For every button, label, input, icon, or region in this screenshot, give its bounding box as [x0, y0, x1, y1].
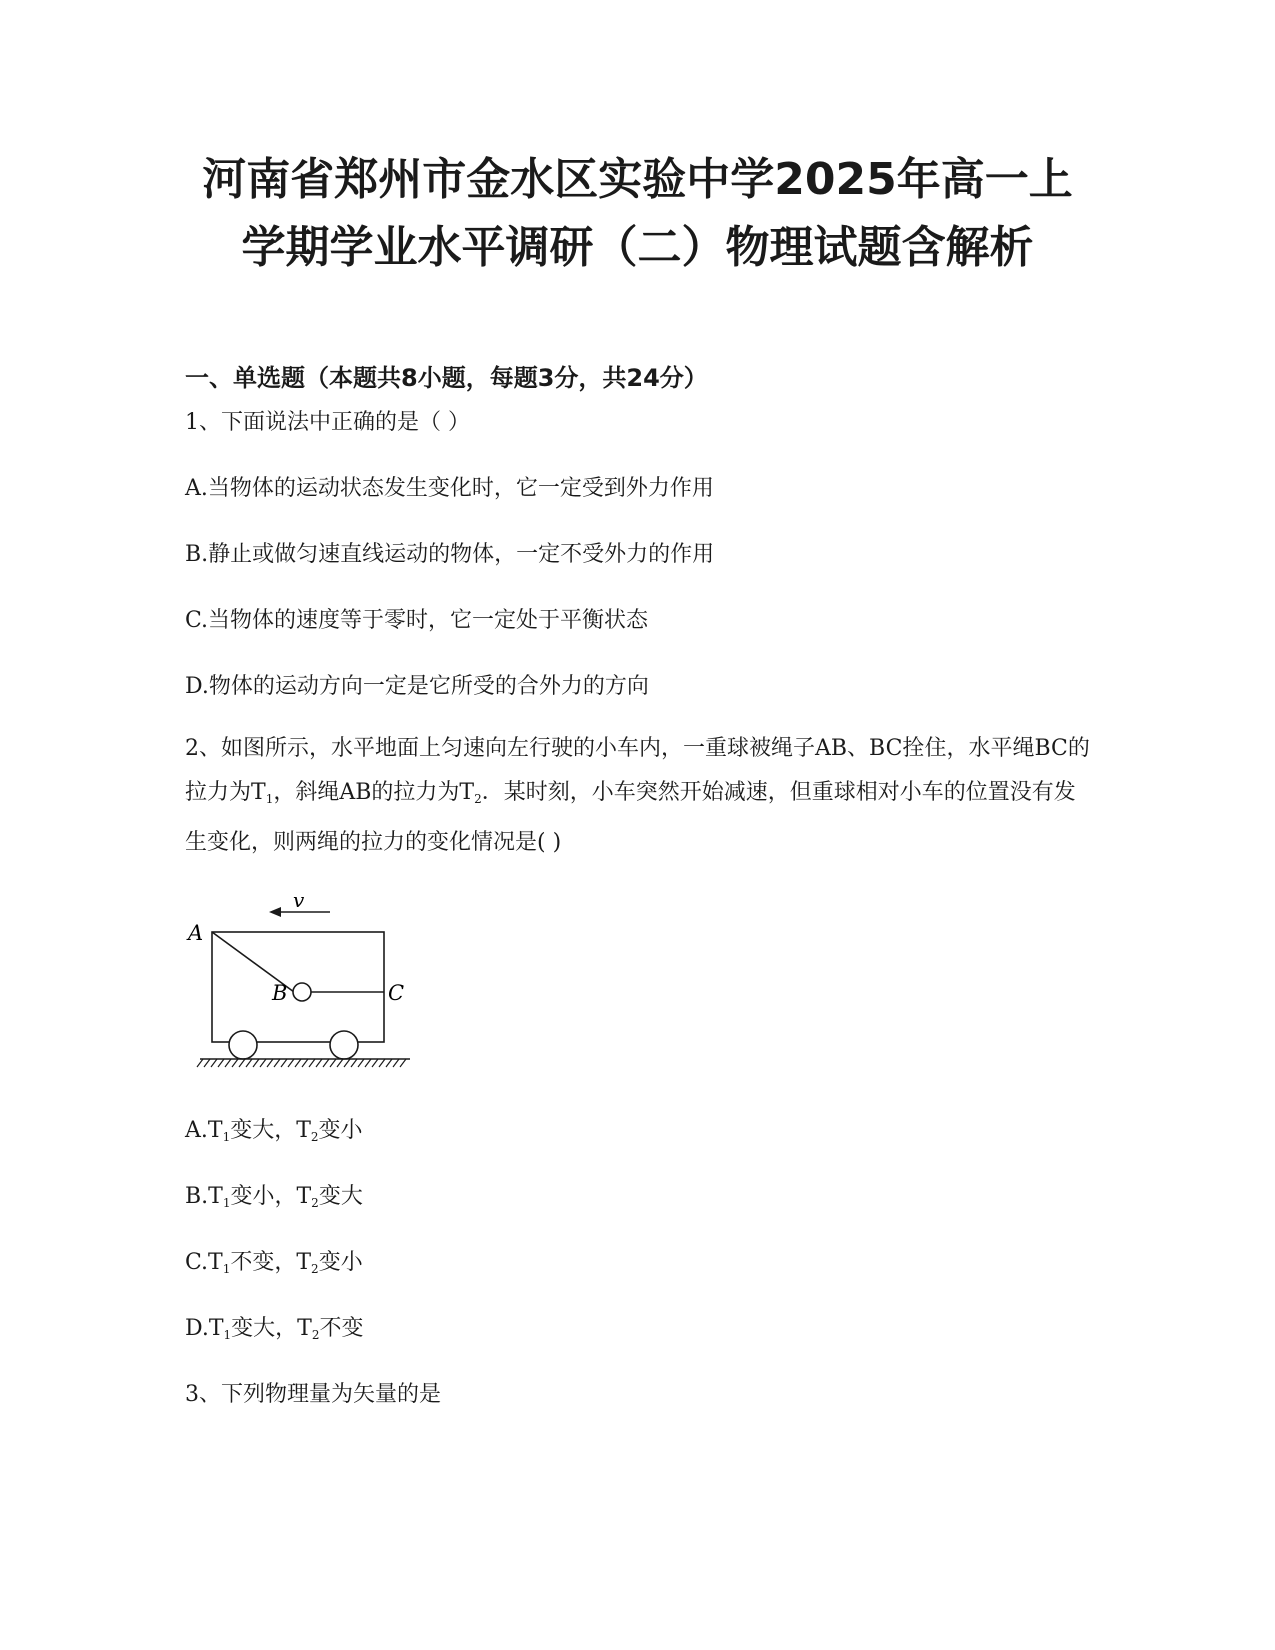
ground-hatch-mark: [260, 1059, 266, 1067]
ground-hatch-mark: [372, 1059, 378, 1067]
ground-hatch-mark: [281, 1059, 287, 1067]
ground-hatch-mark: [302, 1059, 308, 1067]
label-b: B: [272, 981, 288, 1005]
ground-hatch-mark: [379, 1059, 385, 1067]
ground-hatch-mark: [253, 1059, 259, 1067]
ground-hatch-mark: [197, 1059, 203, 1067]
ground-hatch-mark: [386, 1059, 392, 1067]
ground-hatch-mark: [393, 1059, 399, 1067]
ground-hatch-mark: [344, 1059, 350, 1067]
ground-hatch-mark: [288, 1059, 294, 1067]
document-title-line-1: 河南省郑州市金水区实验中学2025年高一上: [202, 154, 1073, 205]
cart-diagram: [185, 885, 425, 1075]
question-1-stem: 1、下面说法中正确的是（ ）: [185, 410, 470, 435]
ground-hatch-mark: [274, 1059, 280, 1067]
question-2-option-c: $C.T_1$不变，$T_2$变小: [185, 1250, 363, 1276]
ground-hatch-mark: [211, 1059, 217, 1067]
ground-hatch-mark: [295, 1059, 301, 1067]
wheel-right: [330, 1031, 358, 1059]
ground-hatch-mark: [267, 1059, 273, 1067]
question-2-option-b: $B.T_1$变小，$T_2$变大: [185, 1184, 363, 1210]
question-1-option-c: C.当物体的速度等于零时，它一定处于平衡状态: [185, 608, 649, 633]
ground-hatch: [197, 1059, 406, 1067]
ground-hatch-mark: [225, 1059, 231, 1067]
question-1-option-b: B.静止或做匀速直线运动的物体，一定不受外力的作用: [185, 542, 715, 567]
ground-hatch-mark: [232, 1059, 238, 1067]
question-1-option-a: A.当物体的运动状态发生变化时，它一定受到外力作用: [185, 476, 714, 501]
ground-hatch-mark: [365, 1059, 371, 1067]
wheel-left: [229, 1031, 257, 1059]
question-2-option-d: $D.T_1$变大，$T_2$不变: [185, 1316, 364, 1342]
ground-hatch-mark: [337, 1059, 343, 1067]
ground-hatch-mark: [330, 1059, 336, 1067]
label-c: C: [388, 981, 405, 1005]
ground-hatch-mark: [204, 1059, 210, 1067]
label-a: A: [188, 921, 204, 945]
ground-hatch-mark: [400, 1059, 406, 1067]
ground-hatch-mark: [309, 1059, 315, 1067]
question-1-option-d: D.物体的运动方向一定是它所受的合外力的方向: [185, 674, 649, 699]
ground-hatch-mark: [246, 1059, 252, 1067]
ground-hatch-mark: [316, 1059, 322, 1067]
ground-hatch-mark: [358, 1059, 364, 1067]
question-2-stem: 2、如图所示，水平地面上匀速向左行驶的小车内，一重球被绳子AB、BC拴住，水平绳BC的拉力为$T_1$，斜绳AB的拉力为$T_2$．某时刻，小车突然开始减速，但重球相对小车的位置没有发生变化，则两绳的拉力的变化情况是( ): [185, 736, 1090, 855]
section-heading: 一、单选题（本题共8小题，每题3分，共24分）: [185, 364, 708, 392]
ground-hatch-mark: [218, 1059, 224, 1067]
ball: [293, 983, 311, 1001]
question-3-stem: 3、下列物理量为矢量的是: [185, 1382, 441, 1407]
question-2-option-a: $A.T_1$变大，$T_2$变小: [185, 1118, 363, 1144]
document-title-line-2: 学期学业水平调研（二）物理试题含解析: [241, 222, 1034, 273]
ground-hatch-mark: [323, 1059, 329, 1067]
velocity-label: v: [293, 888, 305, 912]
ground-hatch-mark: [239, 1059, 245, 1067]
ground-hatch-mark: [351, 1059, 357, 1067]
